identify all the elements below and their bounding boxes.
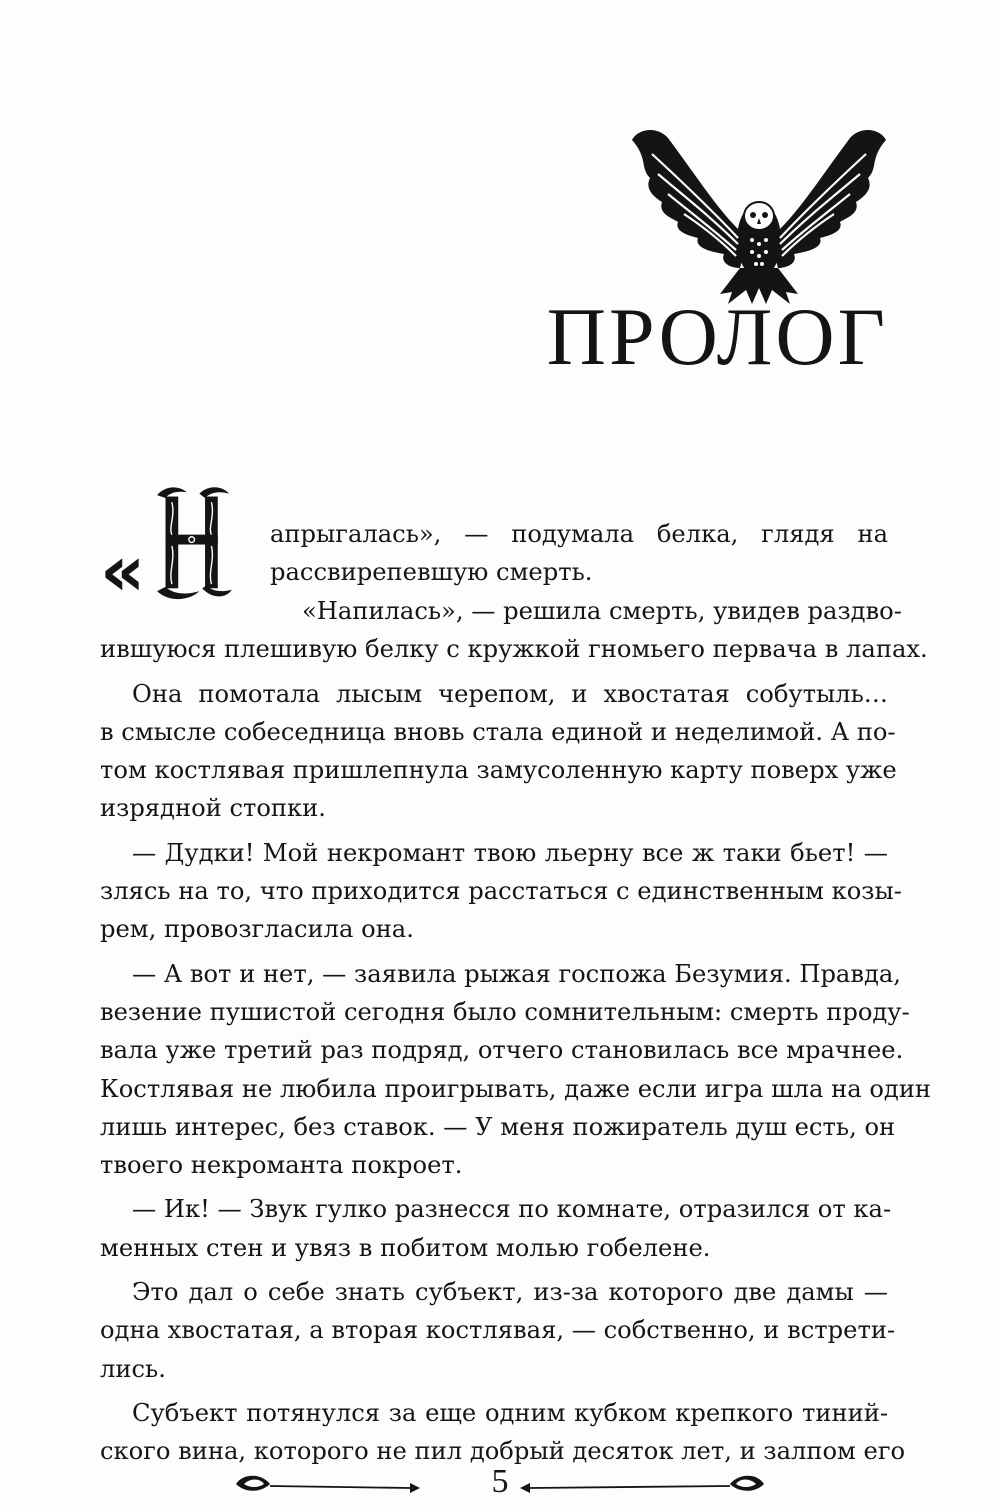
text-line: ского вина, которого не пил добрый десяток лет, и залпом его [100, 1437, 906, 1466]
text-line: рассвирепевшую смерть. [270, 558, 593, 587]
text-line: изрядной стопки. [100, 794, 326, 823]
text-line: везение пушистой сегодня было сомнительным: смерть проду- [100, 997, 910, 1026]
text-line: апрыгалась», — подумала белка, глядя на [270, 520, 888, 548]
text-line: — Дудки! Мой некромант твою льерну все ж таки бьет! — [132, 838, 888, 867]
opening-quote-mark: « [100, 530, 146, 612]
text-line: твоего некроманта покроет. [100, 1151, 463, 1180]
text-line: лишь интерес, без ставок. — У меня пожиратель душ есть, он [100, 1112, 896, 1141]
text-line: злясь на то, что приходится расстаться с единственным козы- [100, 877, 902, 906]
text-line: том костлявая пришлепнула замусоленную карту поверх уже [100, 756, 897, 785]
text-line: «Напилась», — решила смерть, увидев раздво- [302, 597, 902, 625]
chapter-title: ПРОЛОГ [546, 291, 888, 382]
body-text [100, 592, 932, 1471]
text-line: Это дал о себе знать субъект, из-за которого две дамы — [132, 1278, 888, 1307]
drop-cap-letter: Н [150, 481, 151, 482]
text-line: Она помотала лысым черепом, и хвостатая собутыль… [132, 679, 888, 708]
text-line: в смысле собеседница вновь стала единой и неделимой. А по- [100, 717, 896, 746]
text-line: — А вот и нет, — заявила рыжая госпожа Безумия. Правда, [132, 959, 901, 988]
opening-lines [270, 515, 888, 592]
text-line: Субъект потянулся за еще одним кубком крепкого тиний- [132, 1398, 888, 1427]
text-line: Костлявая не любила проигрывать, даже если игра шла на один [100, 1074, 932, 1103]
page-number: 5 [491, 1463, 509, 1500]
text-line: вала уже третий раз подряд, отчего становилась все мрачнее. [100, 1036, 904, 1065]
text-line: лись. [100, 1354, 166, 1383]
text-line: — Ик! — Звук гулко разнесся по комнате, отразился от ка- [132, 1195, 892, 1224]
text-line: рем, провозгласила она. [100, 915, 414, 944]
owl-illustration [628, 118, 890, 306]
text-line: ившуюся плешивую белку с кружкой гномьего первача в лапах. [100, 635, 928, 664]
text-line: менных стен и увяз в побитом молью гобелене. [100, 1233, 711, 1262]
text-line: одна хвостатая, а вторая костлявая, — собственно, и встрети- [100, 1316, 896, 1345]
